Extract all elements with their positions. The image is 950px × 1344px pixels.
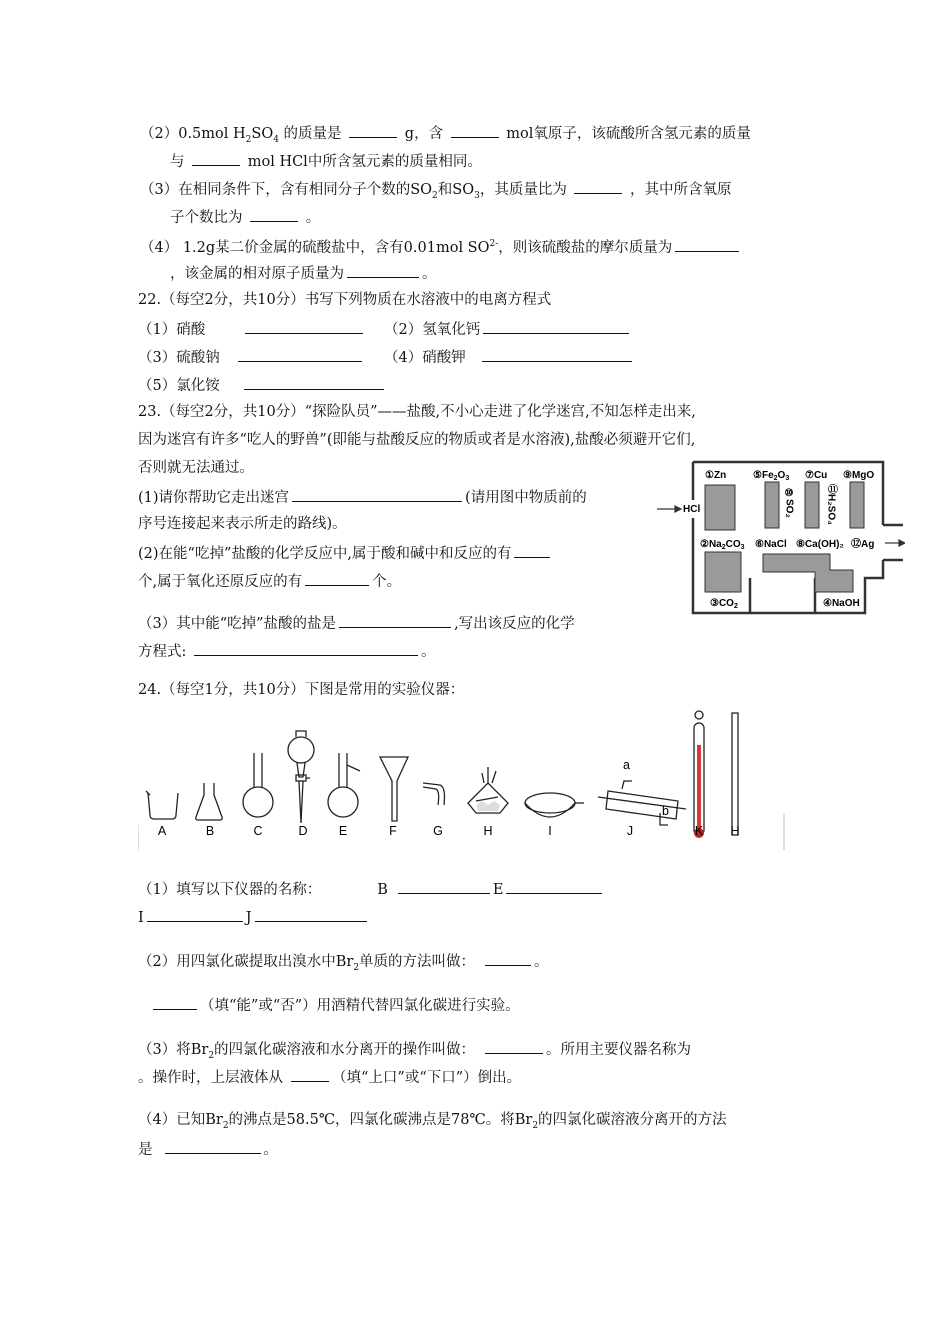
- maze-wall: [705, 552, 741, 592]
- maze-caoh2: ⑧Ca(OH)₂: [796, 539, 844, 550]
- chemistry-maze-diagram: [655, 460, 905, 618]
- q22-item3: （3）硫酸钠: [138, 346, 365, 368]
- label-a: a: [623, 758, 630, 772]
- answer-blank[interactable]: [347, 262, 419, 278]
- answer-blank[interactable]: [291, 1066, 329, 1082]
- q21-part2-line1: （2）0.5mol $H_2SO_4$ 的质量是 g，含 mol氧原子，该硫酸所含氢元素的质量: [140, 122, 751, 150]
- distillation-flask-icon: [328, 787, 358, 817]
- answer-blank[interactable]: [238, 346, 362, 362]
- instrument-label: H: [730, 824, 740, 838]
- glass-rod-icon: [732, 713, 738, 835]
- answer-blank[interactable]: [506, 878, 602, 894]
- answer-blank[interactable]: [485, 1038, 543, 1054]
- q22-title: 22.（每空2分，共10分）书写下列物质在水溶液中的电离方程式: [138, 292, 552, 308]
- maze-wall: [765, 482, 779, 528]
- maze-co2: $③CO_2$: [710, 598, 738, 610]
- round-bottom-flask-icon: [243, 787, 273, 817]
- q23-line3: 否则就无法通过。: [138, 460, 254, 476]
- maze-hcl-label: HCl: [683, 504, 701, 515]
- maze-zn: ①Zn: [705, 470, 727, 481]
- answer-blank[interactable]: [147, 906, 243, 922]
- q22-item5: （5）氯化铵: [138, 374, 387, 396]
- q21-part2-line2: 与 mol HCl中所含氢元素的质量相同。: [170, 150, 482, 172]
- maze-wall: [763, 554, 853, 592]
- answer-blank[interactable]: [305, 570, 369, 586]
- q23-q1-line1: (1)请你帮助它走出迷宫 (请用图中物质前的: [138, 486, 587, 508]
- instrument-label: B: [205, 824, 215, 838]
- label-b: b: [662, 804, 669, 818]
- q22-item1: （1）硝酸: [138, 318, 366, 340]
- answer-blank[interactable]: [483, 318, 629, 334]
- q23-q3-line1: （3）其中能“吃掉”盐酸的盐是 ,写出该反应的化学: [138, 612, 575, 634]
- instrument-label: F: [389, 824, 397, 838]
- answer-blank[interactable]: [482, 346, 632, 362]
- maze-naoh: ④NaOH: [823, 598, 860, 609]
- beaker-icon: [148, 793, 178, 819]
- answer-blank[interactable]: [165, 1138, 261, 1154]
- q24-q2-line2: （填“能”或“否”）用酒精代替四氯化碳进行实验。: [150, 994, 520, 1016]
- instrument-label: A: [157, 824, 167, 838]
- q24-q1-line2: I J: [138, 906, 370, 928]
- answer-blank[interactable]: [292, 486, 462, 502]
- q21-part4-line2: ，该金属的相对原子质量为 。: [170, 262, 437, 284]
- q23-q2-line1: (2)在能“吃掉”盐酸的化学反应中,属于酸和碱中和反应的有: [138, 542, 553, 564]
- q22-item2: （2）氢氧化钙: [384, 318, 632, 340]
- lab-instruments-figure: [138, 705, 786, 850]
- instrument-label: E: [338, 824, 348, 838]
- answer-blank[interactable]: [245, 318, 363, 334]
- instrument-label: C: [253, 824, 263, 838]
- answer-blank[interactable]: [485, 950, 531, 966]
- separatory-funnel-icon: [288, 737, 314, 763]
- instrument-label: G: [433, 824, 443, 838]
- maze-wall: [805, 482, 819, 528]
- q24-q1-line1: （1）填写以下仪器的名称： B E: [138, 878, 605, 900]
- answer-blank[interactable]: [451, 122, 499, 138]
- q24-q4-line2: 是 。: [138, 1138, 278, 1160]
- q24-q2-line1: （2）用四氯化碳提取出溴水中$Br_2$单质的方法叫做： 。: [138, 950, 549, 978]
- maze-ag: ⑫Ag: [851, 539, 875, 550]
- answer-blank[interactable]: [339, 612, 451, 628]
- answer-blank[interactable]: [574, 178, 622, 194]
- bent-tube-icon: [423, 783, 445, 805]
- answer-blank[interactable]: [255, 906, 367, 922]
- instrument-label: I: [548, 824, 552, 838]
- instrument-label: D: [298, 824, 308, 838]
- answer-blank[interactable]: [244, 374, 384, 390]
- answer-blank[interactable]: [194, 640, 418, 656]
- answer-blank[interactable]: [250, 206, 298, 222]
- maze-so2: ⑩SO₂: [783, 488, 795, 518]
- q23-line2: 因为迷宫有许多“吃人的野兽”(即能与盐酸反应的物质或者是水溶液),盐酸必须避开它们,: [138, 432, 696, 448]
- maze-nacl: ⑥NaCl: [755, 539, 787, 550]
- q23-line1: 23.（每空2分，共10分）“探险队员”——盐酸,不小心走进了化学迷宫,不知怎样走出来,: [138, 404, 696, 420]
- maze-na2co3: $②Na_2CO_3$: [700, 539, 745, 551]
- q21-part4-line1: （4） 1.2g某二价金属的硫酸盐中，含有0.01mol $SO^{2-}$，则该硫酸盐的摩尔质量为: [140, 234, 742, 258]
- q21-part3-line2: 子个数比为 。: [170, 206, 320, 228]
- answer-blank[interactable]: [675, 236, 739, 252]
- instrument-label: H: [483, 824, 493, 838]
- q23-q3-line2: 方程式: 。: [138, 640, 436, 662]
- funnel-icon: [380, 757, 408, 821]
- maze-wall: [705, 485, 735, 530]
- instrument-label: K: [694, 824, 704, 838]
- answer-blank[interactable]: [398, 878, 490, 894]
- instrument-label: J: [626, 824, 634, 838]
- answer-blank[interactable]: [349, 122, 397, 138]
- q23-q2-line2: 个,属于氧化还原反应的有 个。: [138, 570, 401, 592]
- q23-q1-line2: 序号连接起来表示所走的路线)。: [138, 516, 347, 532]
- q24-q3-line2: 。操作时，上层液体从 （填“上口”或“下口”）倒出。: [138, 1066, 521, 1088]
- maze-mgo: ⑨MgO: [843, 470, 875, 481]
- q24-title: 24.（每空1分，共10分）下图是常用的实验仪器：: [138, 682, 465, 698]
- answer-blank[interactable]: [192, 150, 240, 166]
- q24-q4-line1: （4）已知$Br_2$的沸点是58.5℃，四氯化碳沸点是78℃。将$Br_2$的四氯化碳溶液分离开的方法: [138, 1112, 727, 1131]
- conical-flask-icon: [196, 783, 223, 820]
- maze-cu: ⑦Cu: [805, 470, 828, 481]
- answer-blank[interactable]: [153, 994, 197, 1010]
- maze-wall: [850, 482, 864, 528]
- maze-fe2o3: $⑤Fe_2O_3$: [753, 470, 790, 482]
- q24-q3-line1: （3）将$Br_2$的四氯化碳溶液和水分离开的操作叫做： 。所用主要仪器名称为: [138, 1038, 691, 1066]
- condenser-icon: [598, 797, 686, 809]
- q22-item4: （4）硝酸钾: [384, 346, 635, 368]
- maze-h2so4: ⑪H₂SO₄: [825, 484, 837, 525]
- answer-blank[interactable]: [514, 542, 550, 558]
- q21-part3-line1: （3）在相同条件下，含有相同分子个数的$SO_2$和$SO_3$，其质量比为 ，其中所含氧原: [140, 178, 732, 206]
